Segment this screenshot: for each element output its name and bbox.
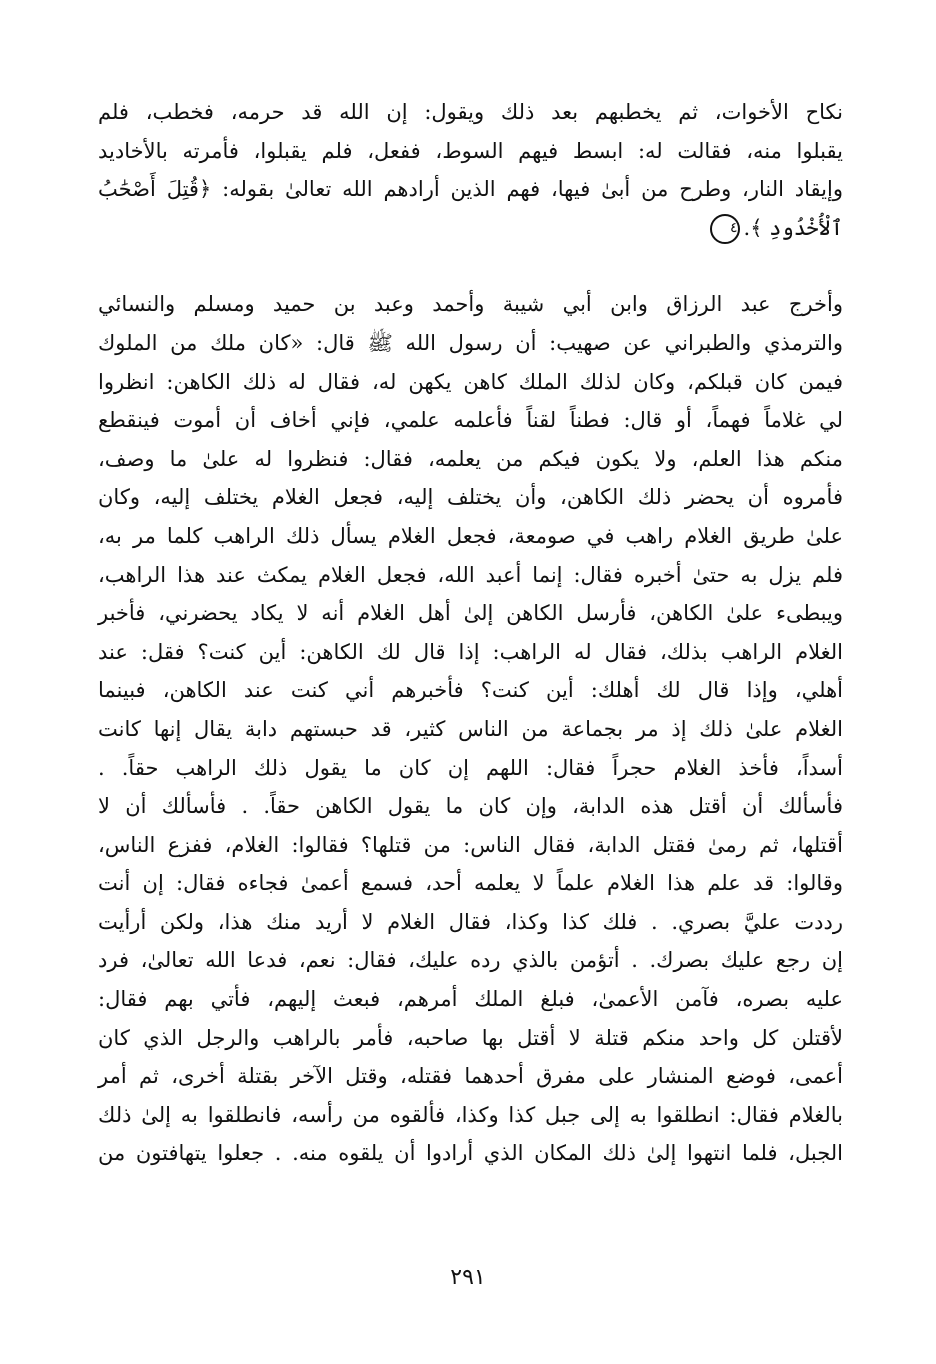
text-line: والترمذي والطبراني عن صهيب: أن رسول الله ﷺ قال: «كان ملك من الملوك — [98, 330, 843, 355]
text-line: فأمروه أن يحضر ذلك الكاهن، وأن يختلف إليه، فجعل الغلام يختلف إليه، وكان — [98, 485, 843, 510]
page-number: ٢٩١ — [450, 1265, 486, 1290]
text-line: إن رجع عليك بصرك. . أتؤمن بالذي رده عليك، فقال: نعم، فدعا الله تعالىٰ، فرد — [98, 948, 843, 973]
text-line: علىٰ طريق الغلام راهب في صومعة، فجعل الغلام يسأل ذلك الراهب كلما مر به، — [98, 523, 843, 548]
text-line: الغلام الراهب بذلك، فقال له الراهب: إذا قال لك الكاهن: أين كنت؟ فقل: عند — [98, 639, 843, 664]
text-line: أسداً، فأخذ الغلام حجراً فقال: اللهم إن كان ما يقول ذلك الراهب حقاً. . — [98, 755, 843, 780]
verse-number-mark: ٤ — [710, 214, 740, 244]
text-line: عليه بصره، فآمن الأعمىٰ، فبلغ الملك أمرهم، فبعث إليهم، فأتي بهم فقال: — [98, 987, 843, 1012]
text-line: الجبل، فلما انتهوا إلىٰ ذلك المكان الذي أرادوا أن يلقوه منه. . جعلوا يتهافتون من — [98, 1141, 843, 1166]
text-line: فيمن كان قبلكم، وكان لذلك الملك كاهن يكهن له، فقال له ذلك الكاهن: انظروا — [98, 369, 843, 394]
text-line: الغلام علىٰ ذلك إذ مر بجماعة من الناس كثير، قد حبستهم دابة يقال إنها كانت — [98, 716, 843, 741]
text-line: وأخرج عبد الرزاق وابن أبي شيبة وأحمد وعبد بن حميد ومسلم والنسائي — [98, 292, 843, 317]
text-line: منكم هذا العلم، ولا يكون فيكم من يعلمه، فقال: فنظروا له علىٰ ما وصف، — [98, 446, 843, 471]
text-line: فأسألك أن أقتل هذه الدابة، وإن كان ما يقول الكاهن حقاً. . فأسألك أن لا — [98, 794, 843, 819]
text-line: أعمى، فوضع المنشار على مفرق أحدهما فقتله، وقتل الآخر بقتلة أخرى، ثم أمر — [98, 1064, 843, 1089]
paragraph-gap — [98, 247, 843, 285]
text-line: بالغلام فقال: انطلقوا به إلى جبل كذا وكذا، فألقوه من رأسه، فانطلقوا به إلىٰ ذلك — [98, 1102, 843, 1127]
paragraph-2 — [98, 285, 843, 1173]
text-line-with-verse — [98, 209, 843, 248]
text-line: لي غلاماً فهماً، أو قال: فطناً لقناً فأعلمه علمي، فإني أخاف أن أموت فينقطع — [98, 408, 843, 433]
text-line: وقالوا: قد علم هذا الغلام علماً لا يعلمه أحد، فسمع أعمىٰ فجاءه فقال: إن أنت — [98, 871, 843, 896]
text-line: أقتلها، ثم رمىٰ فقتل الدابة، فقال الناس: من قتلها؟ فقالوا: الغلام، ففزع الناس، — [98, 832, 843, 857]
text-line: وإيقاد النار، وطرح من أبىٰ فيها، فهم الذين أرادهم الله تعالىٰ بقوله: ﴿قُتِلَ أَصْحَٰبُ — [98, 177, 843, 202]
page-body — [98, 93, 843, 1173]
text-line: ويبطىء علىٰ الكاهن، فأرسل الكاهن إلىٰ أهل الغلام أنه لا يكاد يحضرني، فأخبر — [98, 601, 843, 626]
paragraph-1 — [98, 93, 843, 247]
text-line: أهلي، وإذا قال لك أهلك: أين كنت؟ فأخبرهم أني كنت عند الكاهن، فبينما — [98, 678, 843, 703]
text-line: فلم يزل به حتىٰ أخبره فقال: إنما أعبد الله، فجعل الغلام يمكث عند هذا الراهب، — [98, 562, 843, 587]
text-line: لأقتلن كل واحد منكم قتلة لا أقتل بها صاحبه، فأمر بالراهب والرجل الذي كان — [98, 1025, 843, 1050]
verse-end-text: ٱلْأُخْدُودِ ﴾. — [743, 215, 843, 240]
text-line: نكاح الأخوات، ثم يخطبهم بعد ذلك ويقول: إن الله قد حرمه، فخطب، فلم — [98, 100, 843, 124]
text-line: رددت عليَّ بصري. . فلك كذا وكذا، فقال الغلام لا أريد منك هذا، ولكن أرأيت — [98, 909, 843, 934]
text-line: يقبلوا منه، فقالت له: ابسط فيهم السوط، ففعل، فلم يقبلوا، فأمرته بالأخاديد — [98, 138, 843, 163]
